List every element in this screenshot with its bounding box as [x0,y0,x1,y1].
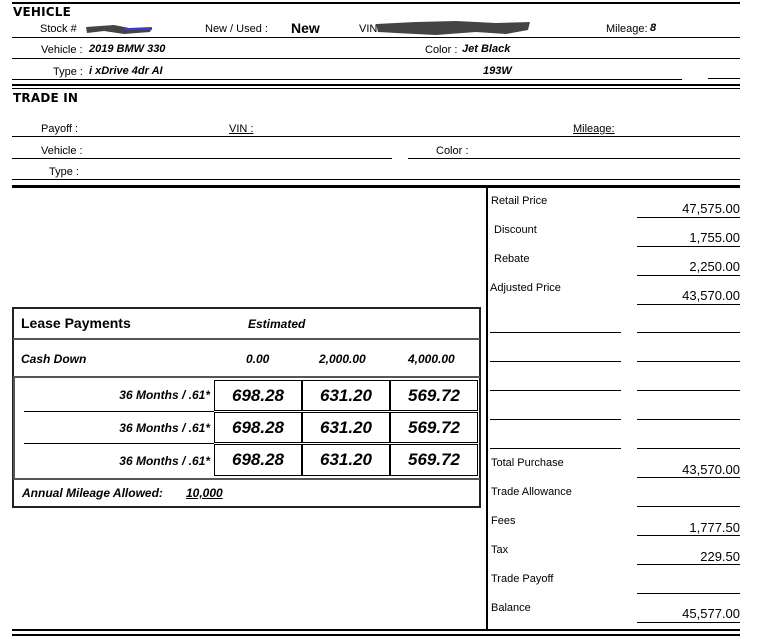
vehicle-mileage-value: 8 [650,22,657,34]
vehicle-color-label: Color : [425,44,458,56]
lease-row-3-pay-1: 631.20 [302,444,390,476]
rebate-label: Rebate [494,253,530,265]
trade-row3-rule [12,179,740,180]
lease-row-1-pay-1: 631.20 [302,380,390,411]
tax-value: 229.50 [700,549,740,564]
section-divider-1 [12,84,740,86]
lease-row-1-term: 36 Months / .61* [119,388,210,402]
fees-value: 1,777.50 [689,520,740,535]
fees-rule [637,535,740,536]
lease-row-3-term: 36 Months / .61* [119,454,210,468]
trade-vehicle-label: Vehicle : [41,145,83,157]
blank-rule-2a [490,361,621,362]
blank-rule-4b [637,419,740,420]
lease-row-1-pay-0: 698.28 [214,380,302,411]
trade-mileage-label: Mileage: [573,123,615,135]
blank-rule-3b [637,390,740,391]
vehicle-type-label: Type : [53,66,83,78]
discount-label: Discount [494,224,537,236]
annual-mileage-value: 10,000 [186,486,223,500]
retail-price-rule [637,217,740,218]
lease-estimated-label: Estimated [248,317,306,331]
discount-value: 1,755.00 [689,230,740,245]
fees-label: Fees [491,515,516,527]
retail-price-value: 47,575.00 [682,201,740,216]
trade-allowance-label: Trade Allowance [491,486,572,498]
tax-rule [637,564,740,565]
column-divider [486,188,488,629]
vehicle-model-value: 2019 BMW 330 [89,43,166,55]
cash-down-4000: 4,000.00 [408,352,455,366]
retail-price-label: Retail Price [491,195,548,207]
top-rule [12,2,740,4]
adjusted-price-value: 43,570.00 [682,288,740,303]
trade-color-label: Color : [436,145,469,157]
vehicle-mileage-label: Mileage: [606,23,648,35]
lease-row-2-rule [24,443,214,444]
blank-rule-5a [490,448,621,449]
rebate-rule [637,275,740,276]
lease-payments-title: Lease Payments [21,315,131,331]
trade-in-section-title: TRADE IN [13,91,79,105]
lease-title-rule [13,338,480,340]
lease-row-2-pay-1: 631.20 [302,412,390,443]
bottom-rule-1 [12,629,740,631]
vehicle-type-value: i xDrive 4dr AI [89,65,163,77]
balance-label: Balance [491,602,531,614]
vehicle-vin-label: VIN [359,23,378,35]
section-divider-2 [12,185,740,188]
trade-vin-label: VIN : [229,123,254,135]
blank-rule-5b [637,448,740,449]
vehicle-row1-rule [12,37,740,38]
vehicle-row3-rule-short [708,78,740,79]
vehicle-section-title: VEHICLE [13,5,72,19]
lease-row-3-pay-0: 698.28 [214,444,302,476]
discount-rule [637,246,740,247]
annual-mileage-label: Annual Mileage Allowed: [22,486,163,500]
lease-row-3-pay-2: 569.72 [390,444,478,476]
rebate-value: 2,250.00 [689,259,740,274]
vehicle-row3-rule [12,79,682,80]
trade-type-label: Type : [49,166,79,178]
tax-label: Tax [491,544,509,556]
blank-rule-1a [490,332,621,333]
lease-row-1-pay-2: 569.72 [390,380,478,411]
trade-row2-rule-a [12,158,392,159]
trade-payoff-label: Payoff : [41,123,79,135]
lease-table-left-edge [13,378,15,479]
blank-rule-4a [490,419,621,420]
stock-label: Stock # [40,23,77,35]
trade-row2-rule-b [408,158,740,159]
adjusted-price-label: Adjusted Price [490,282,561,294]
blank-rule-3a [490,390,621,391]
section-divider-1b [12,88,740,89]
total-purchase-rule [637,477,740,478]
vehicle-row2-rule [12,58,740,59]
trade-payoff-summary-label: Trade Payoff [491,573,554,585]
cash-down-2000: 2,000.00 [319,352,366,366]
vehicle-color-value: Jet Black [462,43,511,55]
cash-down-rule [13,376,480,378]
new-used-value: New [291,20,320,36]
stock-redaction [84,22,154,36]
vehicle-model-label: Vehicle : [41,44,83,56]
lease-row-2-pay-0: 698.28 [214,412,302,443]
trade-row1-rule [12,136,740,137]
balance-value: 45,577.00 [682,606,740,621]
lease-row-1-rule [24,411,214,412]
blank-rule-1b [637,332,740,333]
new-used-label: New / Used : [205,23,268,35]
total-purchase-value: 43,570.00 [682,462,740,477]
adjusted-price-rule [637,304,740,305]
vehicle-type-extra: 193W [483,65,512,77]
lease-row-2-term: 36 Months / .61* [119,421,210,435]
balance-rule [637,622,740,623]
lease-row-2-pay-2: 569.72 [390,412,478,443]
cash-down-0: 0.00 [246,352,270,366]
lease-table-rule [13,478,480,480]
blank-rule-2b [637,361,740,362]
trade-payoff-summary-rule [637,593,740,594]
vin-redaction [376,18,532,38]
total-purchase-label: Total Purchase [491,457,564,469]
bottom-rule-2 [12,634,740,636]
trade-allowance-rule [637,506,740,507]
cash-down-label: Cash Down [21,352,87,366]
